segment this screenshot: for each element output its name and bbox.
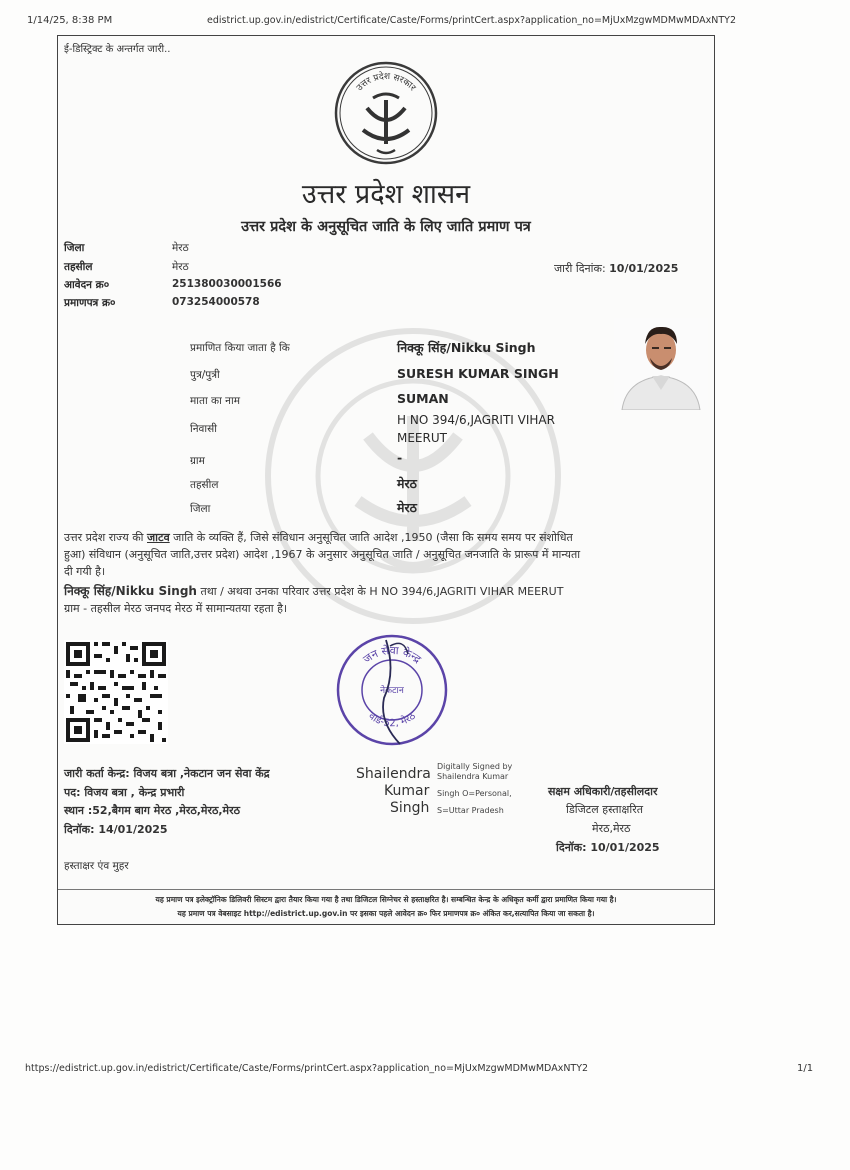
village-value: - <box>397 450 403 465</box>
svg-text:उत्तर प्रदेश सरकार <box>355 70 418 93</box>
signer-name-line2: Kumar <box>384 783 430 799</box>
footer-note-line2: यह प्रमाण पत्र वेबसाइट http://edistrict.up.gov.in पर इसका पहले आवेदन क्र० फिर प्रमाणपत्र क्र० अंकित कर,सत्यापित किया जा सकता है। <box>177 909 595 918</box>
authority-digitally-signed: डिजिटल हस्ताक्षरित <box>566 803 643 816</box>
issue-date-value: 10/01/2025 <box>609 262 679 275</box>
signer-name-line1: Shailendra <box>356 766 431 782</box>
tehsil-label: तहसील <box>64 261 93 273</box>
person-name: निक्कू सिंह/Nikku Singh <box>397 340 536 355</box>
resident-label: निवासी <box>190 423 217 435</box>
footer-divider <box>58 889 714 890</box>
residence-person-name: निक्कू सिंह/Nikku Singh <box>64 584 197 598</box>
issue-date <box>554 261 678 276</box>
person-district-value: मेरठ <box>397 500 417 515</box>
stamp-bottom-text: वार्ड-52, मेरठ <box>366 710 418 730</box>
caste-paragraph-line3: दी गयी है। <box>64 565 106 578</box>
svg-text:वार्ड-52, मेरठ <box>366 711 418 730</box>
mother-name: SUMAN <box>397 391 449 406</box>
district-label: जिला <box>64 242 85 254</box>
issuer-post: पद: विजय बत्रा , केन्द्र प्रभारी <box>64 786 185 799</box>
authority-title: सक्षम अधिकारी/तहसीलदार <box>548 785 658 798</box>
issuer-center: जारी कर्ता केन्द्र: विजय बत्रा ,नेकटान जन सेवा केंद्र <box>64 767 270 780</box>
caste-paragraph-line1: उत्तर प्रदेश राज्य की जाटव जाति के व्यक्ति हैं, जिसे संविधान अनुसूचित जाति आदेश ,1950 (जैसा कि समय समय पर संशोधित <box>64 531 573 544</box>
certified-label: प्रमाणित किया जाता है कि <box>190 342 290 354</box>
caste-paragraph-line2: हुआ) संविधान (अनुसूचित जाति,उत्तर प्रदेश) आदेश ,1967 के अनुसार अनुसूचित जाति / अनुसूचित जनजाति के प्रारूप में मान्यता <box>64 548 581 561</box>
address-line1: H NO 394/6,JAGRITI VIHAR <box>397 413 555 427</box>
mother-label: माता का नाम <box>190 395 240 407</box>
caste-paragraph <box>64 529 706 580</box>
application-number-value: 251380030001566 <box>172 278 282 290</box>
print-url[interactable]: edistrict.up.gov.in/edistrict/Certificate/Caste/Forms/printCert.aspx?application_no=MjUxMzgwMDMwMDAxNTY2 <box>207 15 737 26</box>
person-district-label: जिला <box>190 503 211 515</box>
tehsil-value: मेरठ <box>172 261 189 273</box>
jan-seva-kendra-stamp-icon <box>334 632 450 748</box>
authority-place: मेरठ,मेरठ <box>592 822 631 835</box>
print-footer-url[interactable]: https://edistrict.up.gov.in/edistrict/Certificate/Caste/Forms/printCert.aspx?application_no=MjUxMzgwMDMwMDAxNTY2 <box>25 1063 589 1074</box>
application-number-label: आवेदन क्र० <box>64 279 110 291</box>
certificate-title: उत्तर प्रदेश के अनुसूचित जाति के लिए जाति प्रमाण पत्र <box>241 218 531 235</box>
relation-label: पुत्र/पुत्री <box>190 369 220 381</box>
certificate <box>57 35 715 925</box>
address-line2: MEERUT <box>397 431 447 445</box>
svg-text:जन सेवा केन्द्र <box>361 644 424 666</box>
father-name: SURESH KUMAR SINGH <box>397 366 559 381</box>
signature-and-seal-label: हस्ताक्षर एंव मुहर <box>64 860 129 872</box>
residence-paragraph-line1: निक्कू सिंह/Nikku Singh तथा / अथवा उनका परिवार उत्तर प्रदेश के H NO 394/6,JAGRITI VIHAR MEERUT <box>64 584 564 598</box>
up-emblem-icon <box>333 60 439 166</box>
person-tehsil-label: तहसील <box>190 479 219 491</box>
village-label: ग्राम <box>190 455 205 467</box>
certificate-number-label: प्रमाणपत्र क्र० <box>64 297 116 309</box>
qr-code-icon[interactable] <box>64 640 168 744</box>
print-datetime: 1/14/25, 8:38 PM <box>27 15 113 26</box>
issuer-date: दिनॉक: 14/01/2025 <box>64 823 168 836</box>
stamp-top-text: जन सेवा केन्द्र <box>360 643 424 666</box>
emblem-text: उत्तर प्रदेश सरकार <box>354 71 418 94</box>
applicant-photo <box>614 318 708 410</box>
issuer-place: स्थान :52,बैगम बाग मेरठ ,मेरठ,मेरठ,मेरठ <box>64 804 241 817</box>
signature-detail-line2: Shailendra Kumar <box>437 772 509 781</box>
signature-detail-line4: S=Uttar Pradesh <box>437 806 504 815</box>
signer-name-line3: Singh <box>390 800 430 816</box>
signature-detail-line3: Singh O=Personal, <box>437 789 512 798</box>
signature-detail-line1: Digitally Signed by <box>437 762 513 771</box>
caste-name: जाटव <box>147 531 170 544</box>
residence-paragraph <box>64 583 706 617</box>
person-tehsil-value: मेरठ <box>397 476 417 491</box>
certificate-number-value: 073254000578 <box>172 296 260 308</box>
stamp-center-text: नेकटान <box>380 686 404 696</box>
issue-date-label: जारी दिनांक: <box>554 262 606 275</box>
footer-note-line1: यह प्रमाण पत्र इलेक्ट्रॉनिक डिलिवरी सिस्टम द्वारा तैयार किया गया है तथा डिजिटल सिग्नेचर से हस्ताक्षरित है। सम्बन्धित केन्द्र के अधिकृत कर्मी द्वारा प्रमाणित किया गया है। <box>155 895 617 904</box>
issued-under: ई-डिस्ट्रिक्ट के अन्तर्गत जारी.. <box>64 44 171 55</box>
government-title: उत्तर प्रदेश शासन <box>301 179 471 210</box>
print-page-number: 1/1 <box>797 1063 814 1074</box>
residence-paragraph-line2: ग्राम - तहसील मेरठ जनपद मेरठ में सामान्यतया रहता है। <box>64 602 288 615</box>
authority-date: दिनॉक: 10/01/2025 <box>556 841 660 854</box>
district-value: मेरठ <box>172 242 189 254</box>
